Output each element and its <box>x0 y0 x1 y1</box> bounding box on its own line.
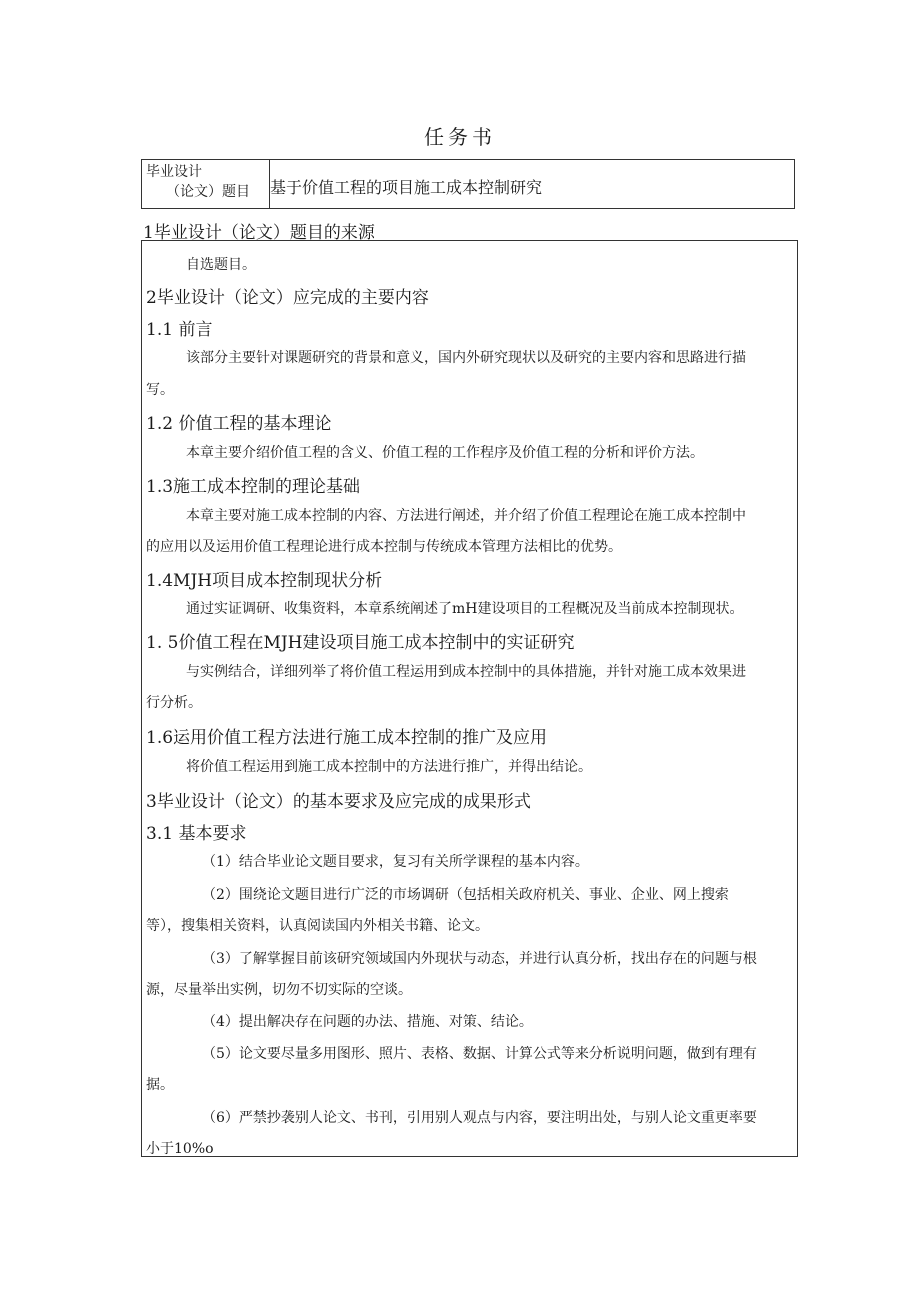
source-heading: 1毕业设计（论文）题目的来源 <box>143 223 375 243</box>
source-text: 自选题目。 <box>186 257 256 273</box>
requirement-2-line-1: （2）围绕论文题目进行广泛的市场调研（包括相关政府机关、事业、企业、网上搜索 <box>202 887 729 903</box>
section-1-6-text: 将价值工程运用到施工成本控制中的方法进行推广，并得出结论。 <box>186 759 592 775</box>
section-1-6-heading: 1.6运用价值工程方法进行施工成本控制的推广及应用 <box>146 728 548 748</box>
section-1-5-heading: 1. 5价值工程在MJH建设项目施工成本控制中的实证研究 <box>146 633 575 653</box>
page-title: 任务书 <box>424 125 496 149</box>
topic-label-line1: 毕业设计 <box>146 164 202 180</box>
requirements-heading: 3毕业设计（论文）的基本要求及应完成的成果形式 <box>146 792 531 812</box>
topic-label <box>142 160 270 208</box>
topic-table <box>141 159 795 209</box>
requirement-5-line-2: 据。 <box>146 1077 174 1093</box>
section-1-3-text-1: 本章主要对施工成本控制的内容、方法进行阐述，并介绍了价值工程理论在施工成本控制中 <box>186 508 746 524</box>
content-heading: 2毕业设计（论文）应完成的主要内容 <box>146 288 429 308</box>
section-1-3-text-2: 的应用以及运用价值工程理论进行成本控制与传统成本管理方法相比的优势。 <box>146 539 622 555</box>
section-1-1-text-2: 写。 <box>146 382 174 398</box>
requirement-3-line-2: 源，尽量举出实例，切勿不切实际的空谈。 <box>146 982 412 998</box>
section-1-3-heading: 1.3施工成本控制的理论基础 <box>146 477 361 497</box>
requirement-1: （1）结合毕业论文题目要求，复习有关所学课程的基本内容。 <box>202 854 589 870</box>
requirement-6-line-1: （6）严禁抄袭别人论文、书刊，引用别人观点与内容，要注明出处，与别人论文重更率要 <box>202 1110 757 1126</box>
requirement-2-line-2: 等），搜集相关资料，认真阅读国内外相关书籍、论文。 <box>146 918 489 934</box>
section-1-4-heading: 1.4MJH项目成本控制现状分析 <box>146 571 383 591</box>
requirement-4: （4）提出解决存在问题的办法、措施、对策、结论。 <box>202 1014 533 1030</box>
section-1-2-heading: 1.2 价值工程的基本理论 <box>146 414 332 434</box>
requirement-5-line-1: （5）论文要尽量多用图形、照片、表格、数据、计算公式等来分析说明问题，做到有理有 <box>202 1046 757 1062</box>
section-3-1-heading: 3.1 基本要求 <box>146 824 247 844</box>
requirement-6-line-2: 小于10%o <box>146 1141 214 1157</box>
requirement-3-line-1: （3）了解掌握目前该研究领域国内外现状与动态，并进行认真分析，找出存在的问题与根 <box>202 951 757 967</box>
section-1-5-text-2: 行分析。 <box>146 695 202 711</box>
section-1-1-heading: 1.1 前言 <box>146 320 213 340</box>
topic-value: 基于价值工程的项目施工成本控制研究 <box>270 177 543 197</box>
topic-label-line2: （论文）题目 <box>166 184 250 200</box>
section-1-2-text: 本章主要介绍价值工程的含义、价值工程的工作程序及价值工程的分析和评价方法。 <box>186 445 704 461</box>
section-1-4-text: 通过实证调研、收集资料，本章系统阐述了mH建设项目的工程概况及当前成本控制现状。 <box>186 601 744 617</box>
section-1-1-text-1: 该部分主要针对课题研究的背景和意义，国内外研究现状以及研究的主要内容和思路进行描 <box>186 350 746 366</box>
section-1-5-text-1: 与实例结合，详细列举了将价值工程运用到成本控制中的具体措施，并针对施工成本效果进 <box>186 664 746 680</box>
content-box <box>141 240 798 1157</box>
